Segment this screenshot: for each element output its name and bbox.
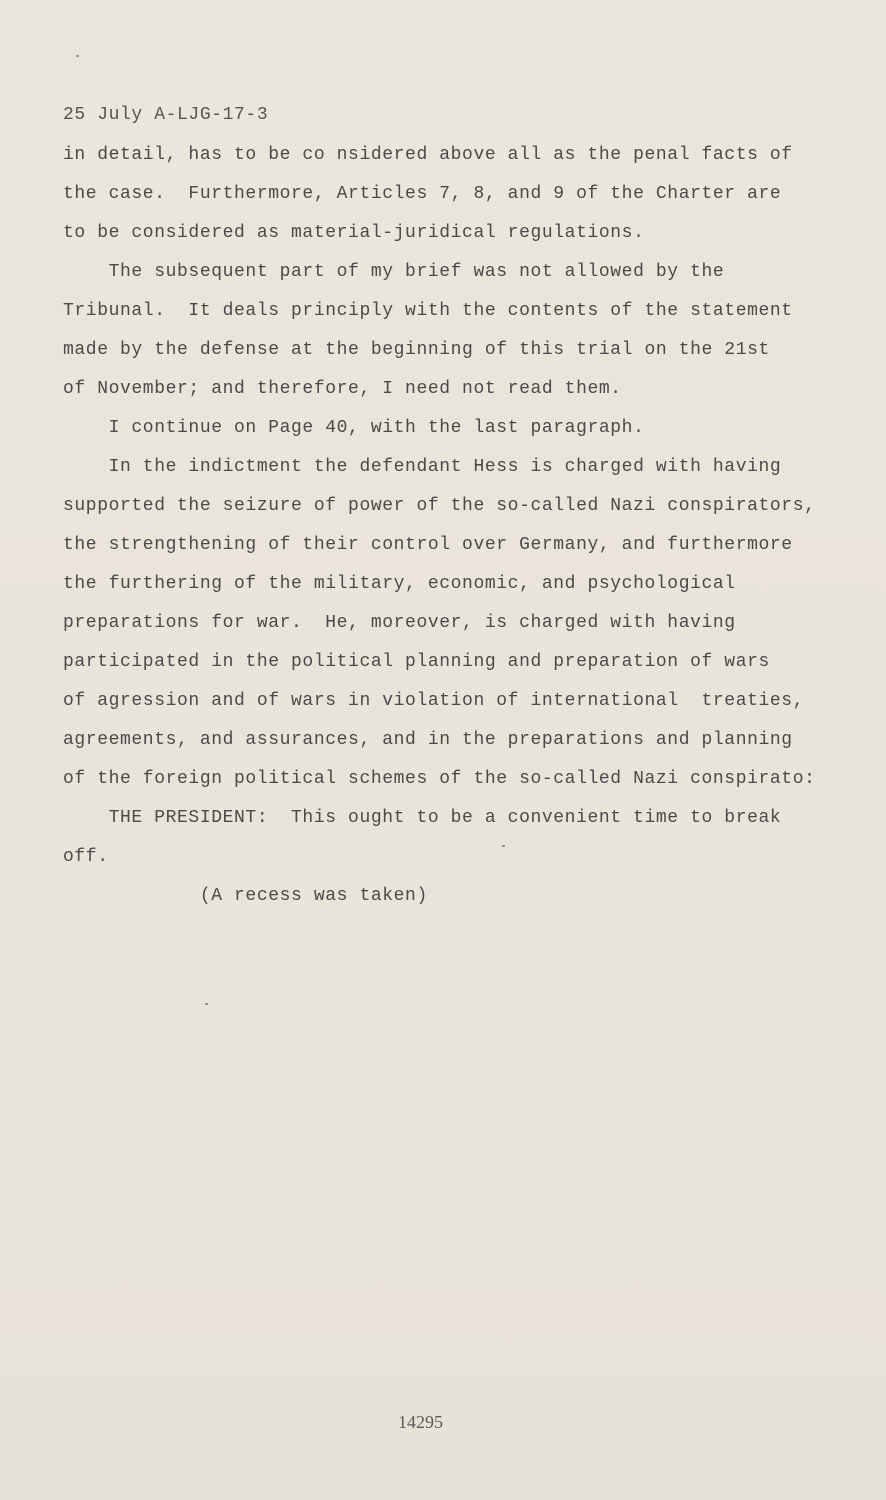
body-line: preparations for war. He, moreover, is charged with having xyxy=(63,613,736,633)
body-line: of November; and therefore, I need not read them. xyxy=(63,379,622,399)
body-line: The subsequent part of my brief was not allowed by the xyxy=(63,262,725,282)
body-line: the strengthening of their control over Germany, and furthermore xyxy=(63,535,793,555)
body-line: of the foreign political schemes of the so-called Nazi conspirato: xyxy=(63,769,816,789)
body-line: participated in the political planning and preparation of wars xyxy=(63,652,770,672)
body-line: supported the seizure of power of the so-called Nazi conspirators, xyxy=(63,496,816,516)
body-line: agreements, and assurances, and in the preparations and planning xyxy=(63,730,793,750)
body-line: In the indictment the defendant Hess is charged with having xyxy=(63,457,782,477)
speck xyxy=(205,1003,208,1005)
body-line: THE PRESIDENT: This ought to be a convenient time to break xyxy=(63,808,782,828)
body-line: in detail, has to be co nsidered above all as the penal facts of xyxy=(63,145,793,165)
body-line: Tribunal. It deals principly with the contents of the statement xyxy=(63,301,793,321)
body-line: the furthering of the military, economic, and psychological xyxy=(63,574,736,594)
body-line: off. xyxy=(63,847,109,867)
body-line: the case. Furthermore, Articles 7, 8, and 9 of the Charter are xyxy=(63,184,782,204)
speck xyxy=(502,845,505,847)
document-header: 25 July A-LJG-17-3 xyxy=(63,105,269,125)
recess-note: (A recess was taken) xyxy=(63,886,428,906)
body-line: of agression and of wars in violation of international treaties, xyxy=(63,691,805,711)
body-line: I continue on Page 40, with the last paragraph. xyxy=(63,418,645,438)
body-line: to be considered as material-juridical regulations. xyxy=(63,223,645,243)
page-number: 14295 xyxy=(398,1412,443,1432)
body-line: made by the defense at the beginning of this trial on the 21st xyxy=(63,340,770,360)
speck xyxy=(76,55,79,57)
